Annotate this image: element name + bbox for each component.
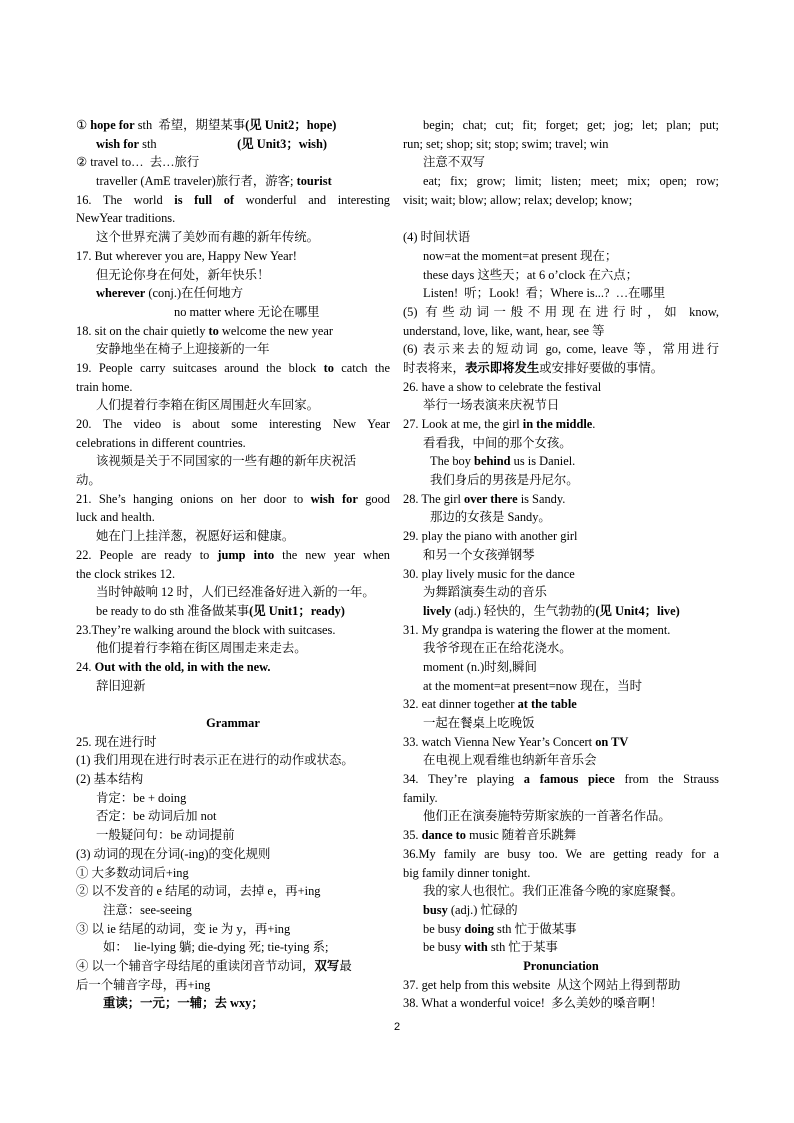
text-line: 如： lie-lying 躺; die-dying 死; tie-tying 系; [103,940,329,955]
text-line: NewYear traditions. [76,211,176,226]
text-line: 注意：see-seeing [103,902,192,917]
section-heading: Pronunciation [523,958,599,973]
text-line: no matter where 无论在哪里 [174,304,320,319]
text-line: now=at the moment=at present 现在； [423,248,618,263]
text-line: 19. People carry suitcases around the block to catch the [76,360,390,375]
text-line: be busy with sth 忙于某事 [423,940,558,955]
text-line: family. [403,790,438,805]
text-line: 18. sit on the chair quietly to welcome the new year [76,323,334,338]
text-line: 37. get help from this website 从这个网站上得到帮助 [403,977,681,992]
text-line: (6) 表示来去的短动词 go, come, leave 等，常用进行 [403,342,719,357]
text-line: begin; chat; cut; fit; forget; get; jog; let; plan; put; [423,118,719,132]
text-line: 注意不双写 [423,155,485,170]
text-line: ① 大多数动词后+ing [76,865,189,880]
text-line: 21. She’s hanging onions on her door to wish for good [76,491,390,506]
text-line: 16. The world is full of wonderful and interesting [76,192,390,207]
text-line: 辞旧迎新 [96,678,146,693]
text-line: celebrations in different countries. [76,435,246,450]
left-column [76,116,390,1013]
text-line: 当时钟敲响 12 时，人们已经准备好进入新的一年。 [96,585,375,600]
text-line: 人们提着行李箱在街区周围赶火车回家。 [96,398,320,413]
text-line: be busy doing sth 忙于做某事 [423,921,577,936]
text-line: 时表将来，表示即将发生或安排好要做的事情。 [403,360,664,375]
text-line: 22. People are ready to jump into the new year when [76,547,390,562]
text-line: 17. But wherever you are, Happy New Year! [76,248,297,263]
text-line: understand, love, like, want, hear, see 等 [403,323,605,338]
text-line: 一起在餐桌上吃晚饭 [423,716,535,730]
text-line: The boy behind us is Daniel. [430,454,576,469]
text-line: 29. play the piano with another girl [403,529,578,544]
text-line: run; set; shop; sit; stop; swim; travel; win [403,136,609,151]
page-number: 2 [393,1021,401,1033]
text-line: big family dinner tonight. [403,865,531,880]
text-line: 他们提着行李箱在街区周围走来走去。 [96,641,307,656]
text-line: wish for sth (见 Unit3；wish) [96,136,327,151]
text-line: moment (n.)时刻,瞬间 [423,659,537,674]
text-line: 我的家人也很忙。我们正准备今晚的家庭聚餐。 [423,884,684,899]
section-heading: Grammar [206,716,260,730]
text-line: these days 这些天；at 6 o’clock 在六点； [423,267,639,282]
text-line: 31. My grandpa is watering the flower at the moment. [403,622,671,637]
text-line: (3) 动词的现在分词(-ing)的变化规则 [76,846,271,861]
text-line: 26. have a show to celebrate the festival [403,379,602,394]
text-line: traveller (AmE traveler)旅行者，游客; tourist [96,174,332,189]
text-line: 24. Out with the old, in with the new. [76,659,271,674]
text-line: 23.They’re walking around the block with suitcases. [76,622,336,637]
text-line: 后一个辅音字母，再+ing [76,977,211,992]
text-line: 35. dance to music 随着音乐跳舞 [403,828,577,843]
text-line: 重读；一元；一辅；去 wxy； [103,996,264,1011]
text-line: 33. watch Vienna New Year’s Concert on TV [403,734,629,749]
text-line: 30. play lively music for the dance [403,566,575,581]
text-line: 看看我，中间的那个女孩。 [423,435,572,450]
text-line: (5) 有些动词一般不用现在进行时，如 know, [403,304,719,319]
text-line: 27. Look at me, the girl in the middle. [403,417,596,431]
text-line [403,209,719,228]
text-line: 但无论你身在何处，新年快乐！ [96,267,270,282]
text-line: Listen! 听；Look! 看；Where is...? …在哪里 [423,286,666,301]
text-line: 这个世界充满了美妙而有趣的新年传统。 [96,230,320,245]
text-line: 动。 [76,473,101,488]
text-line: 为舞蹈演奏生动的音乐 [423,585,547,600]
text-line: 否定：be 动词后加 not [96,809,217,824]
text-line: lively (adj.) 轻快的，生气勃勃的(见 Unit4；live) [423,603,680,618]
text-line: 他们正在演奏施特劳斯家族的一首著名作品。 [423,809,671,824]
text-line: wherever (conj.)在任何地方 [96,286,244,301]
text-line: 一般疑问句：be 动词提前 [96,828,235,843]
text-line: 32. eat dinner together at the table [403,697,577,712]
text-line: 34. They’re playing a famous piece from the Strauss [403,772,719,787]
text-line: luck and health. [76,510,155,525]
text-line: 38. What a wonderful voice! 多么美妙的嗓音啊！ [403,996,663,1011]
text-line: ③ 以 ie 结尾的动词，变 ie 为 y，再+ing [76,921,291,936]
text-line: the clock strikes 12. [76,566,176,581]
text-line: 和另一个女孩弹钢琴 [423,547,535,562]
text-line: 她在门上挂洋葱，祝愿好运和健康。 [96,529,295,544]
text-line: visit; wait; blow; allow; relax; develop; know; [403,192,633,207]
text-line: 我爷爷现在正在给花浇水。 [423,641,572,656]
text-line: (4) 时间状语 [403,230,471,245]
text-line: busy (adj.) 忙碌的 [423,902,518,917]
text-line: 25. 现在进行时 [76,734,157,749]
text-line: 我们身后的男孩是丹尼尔。 [430,473,579,488]
text-line: eat; fix; grow; limit; listen; meet; mix; open; row; [423,174,719,189]
text-line: 安静地坐在椅子上迎接新的一年 [96,342,270,357]
right-column [403,116,719,1013]
text-line: train home. [76,379,133,394]
text-line: 那边的女孩是 Sandy。 [430,510,551,525]
text-line: 举行一场表演来庆祝节日 [423,398,560,413]
text-line: 36.My family are busy too. We are getting ready for a [403,846,719,861]
text-line: 该视频是关于不同国家的一些有趣的新年庆祝活 [96,454,357,469]
text-line: 20. The video is about some interesting New Year [76,417,390,431]
text-line: (1) 我们用现在进行时表示正在进行的动作或状态。 [76,753,354,768]
text-line: at the moment=at present=now 现在，当时 [423,678,643,693]
text-line: ② travel to… 去…旅行 [76,155,200,170]
text-line: ① hope for sth 希望，期望某事(见 Unit2；hope) [76,118,337,132]
text-line: (2) 基本结构 [76,772,144,787]
text-line: 28. The girl over there is Sandy. [403,491,566,506]
text-line: 在电视上观看维也纳新年音乐会 [423,753,597,768]
text-line: ② 以不发音的 e 结尾的动词，去掉 e，再+ing [76,884,321,899]
text-line [76,695,390,714]
text-line: 肯定：be + doing [96,790,187,805]
text-line: ④ 以一个辅音字母结尾的重读闭音节动词，双写最 [76,958,352,973]
text-line: be ready to do sth 准备做某事(见 Unit1；ready) [96,603,345,618]
